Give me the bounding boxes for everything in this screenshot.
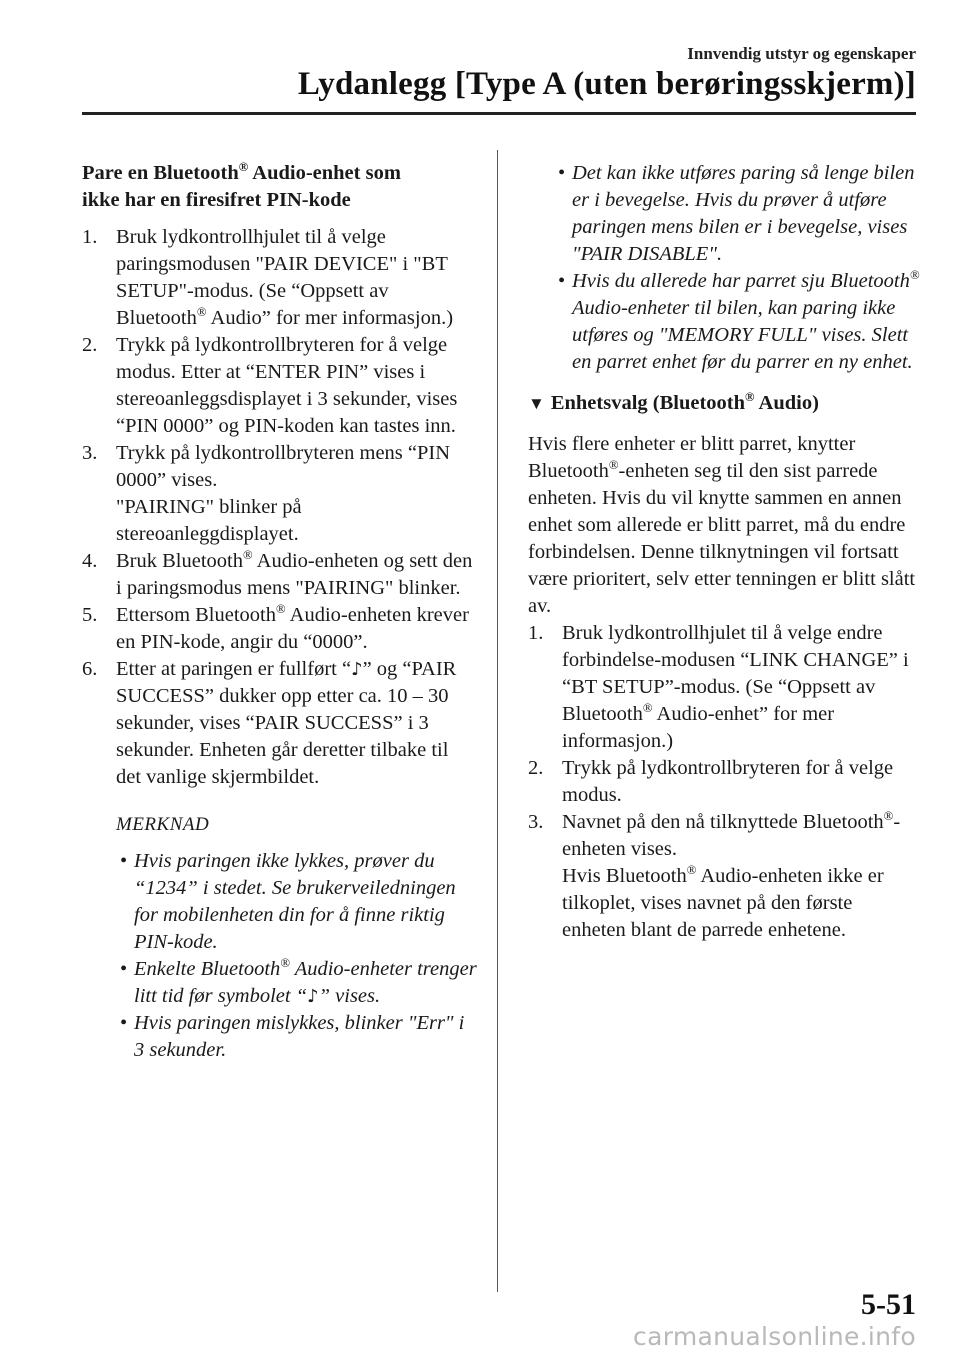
page-title: Lydanlegg [Type A (uten berøringsskjerm)] (297, 66, 916, 102)
page-number: 5-51 (861, 1288, 916, 1321)
chapter-subtitle: Innvendig utstyr og egenskaper (687, 44, 916, 63)
right-column (528, 160, 920, 944)
list-item: • Hvis du allerede har parret sju Bluetooth® Audio-enheter til bilen, kan paring ikke utføres og "MEMORY FULL" vises. Slett en parret enhet før du parrer en ny enhet. (558, 268, 920, 373)
note-heading: MERKNAD (116, 814, 210, 835)
music-note-icon: ♪ (351, 659, 363, 680)
list-item: 3. Navnet på den nå tilknyttede Bluetooth®-enheten vises. Hvis Bluetooth® Audio-enheten ikke er tilkoplet, vises navnet på den første enheten blant de parrede enhetene. (528, 809, 901, 941)
note-list-continued (528, 160, 920, 376)
paragraph: Hvis flere enheter er blitt parret, knytter Bluetooth®-enheten seg til den sist parrede enheten. Hvis du vil knytte sammen en annen enhet som allerede er blitt parret, må du endre forbindelsen. Denne tilknytningen vil fortsatt være prioritert, selv etter tenningen er blitt slått av. (528, 433, 916, 617)
bullet-icon: • (558, 270, 566, 292)
list-item: • Enkelte Bluetooth® Audio-enheter trenger litt tid før symbolet “♪” vises. (120, 956, 477, 1007)
list-item: • Hvis paringen mislykkes, blinker "Err" i 3 sekunder. (120, 1012, 465, 1061)
list-item: • Hvis paringen ikke lykkes, prøver du “1234” i stedet. Se brukerveiledningen for mobilenheten din for å finne riktig PIN-kode. (120, 850, 456, 953)
triangle-icon: ▼ (528, 394, 545, 413)
device-select-steps (528, 620, 920, 944)
bullet-icon: • (558, 162, 566, 184)
header-rule (82, 112, 916, 115)
list-item: 4. Bruk Bluetooth® Audio-enheten og sett den i paringsmodus mens "PAIRING" blinker. (82, 548, 473, 599)
list-item: • Det kan ikke utføres paring så lenge bilen er i bevegelse. Hvis du prøver å utføre paringen mens bilen er i bevegelse, vises "PAIR DISABLE". (558, 162, 915, 265)
music-note-icon: ♪ (307, 986, 319, 1007)
list-item: 2. Trykk på lydkontrollbryteren for å velge modus. (528, 757, 894, 806)
bullet-icon: • (120, 850, 128, 872)
bullet-icon: • (120, 958, 128, 980)
list-item: 6. Etter at paringen er fullført “♪” og “PAIR SUCCESS” dukker opp etter ca. 10 – 30 sekunder, vises “PAIR SUCCESS” i 3 sekunder. Enheten går deretter tilbake til det vanlige skjermbildet. (82, 658, 457, 788)
left-column (82, 160, 477, 1064)
column-divider (497, 150, 498, 1292)
bullet-icon: • (120, 1012, 128, 1034)
section-heading-device-select: ▼ Enhetsvalg (Bluetooth® Audio) (528, 390, 920, 417)
pairing-steps (82, 224, 477, 791)
list-item: 1. Bruk lydkontrollhjulet til å velge endre forbindelse-modusen “LINK CHANGE” i “BT SETUP”-modus. (Se “Oppsett av Bluetooth® Audio-enhet” for mer informasjon.) (528, 622, 909, 752)
list-item: 1. Bruk lydkontrollhjulet til å velge paringsmodusen "PAIR DEVICE" i "BT SETUP"-modus. (Se “Oppsett av Bluetooth® Audio” for mer informasjon.) (82, 226, 454, 329)
note-list (82, 848, 477, 1064)
watermark: carmanualsonline.info (633, 1322, 916, 1351)
list-item: 3. Trykk på lydkontrollbryteren mens “PIN 0000” vises. "PAIRING" blinker på stereoanleggdisplayet. (82, 442, 451, 545)
list-item: 2. Trykk på lydkontrollbryteren for å velge modus. Etter at “ENTER PIN” vises i stereoanleggsdisplayet i 3 sekunder, vises “PIN 0000” og PIN-koden kan tastes inn. (82, 334, 458, 437)
list-item: 5. Ettersom Bluetooth® Audio-enheten krever en PIN-kode, angir du “0000”. (82, 602, 469, 653)
section-heading-pairing: Pare en Bluetooth® Audio-enhet som ikke har en firesifret PIN-kode (82, 160, 401, 211)
